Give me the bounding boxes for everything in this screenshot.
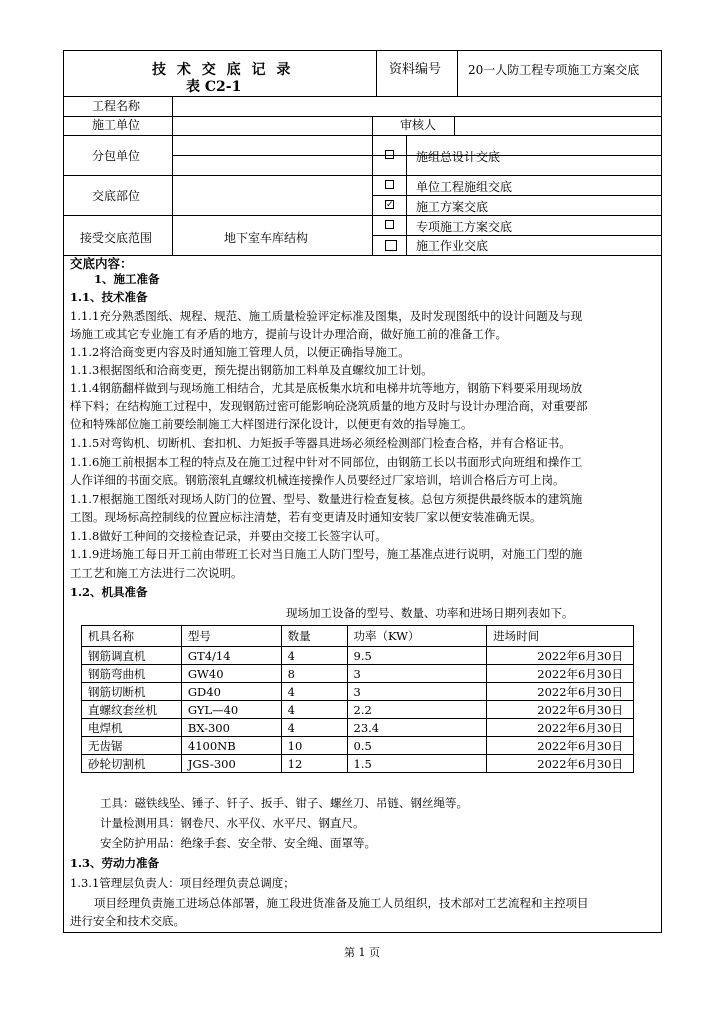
- paragraph-line: 1.1.6施工前根据本工程的特点及在施工过程中针对不同部位，由钢筋工长以书面形式向班组和操作工: [70, 455, 583, 469]
- table-row: [82, 665, 634, 683]
- table-cell: 直螺纹套丝机: [82, 701, 182, 719]
- paragraph-line: 1.3.1管理层负责人：项目经理负责总调度；: [70, 876, 295, 890]
- option-label: 施工方案交底: [416, 200, 489, 214]
- grid-line: [372, 235, 661, 236]
- table-header-row: [82, 626, 634, 647]
- option-checkbox[interactable]: [385, 180, 394, 189]
- option-checkbox[interactable]: [385, 240, 397, 251]
- contractor-label: 施工单位: [92, 118, 141, 132]
- table-cell: 2022年6月30日: [487, 737, 634, 755]
- reviewer-label: 审核人: [400, 118, 437, 132]
- table-cell: BX-300: [181, 719, 281, 737]
- table-row: [82, 755, 634, 773]
- paragraph-line: 计量检测用具：钢卷尺、水平仪、水平尺、钢直尺。: [100, 816, 365, 830]
- grid-line: [64, 96, 661, 97]
- paragraph-line: 场施工或其它专业施工有矛盾的地方，提前与设计办理洽商，做好施工前的准备工作。: [70, 327, 507, 341]
- table-cell: 8: [281, 665, 347, 683]
- table-cell: 钢筋弯曲机: [82, 665, 182, 683]
- option-checkbox[interactable]: [385, 220, 394, 229]
- table-cell: 4100NB: [181, 737, 281, 755]
- table-cell: 3: [347, 665, 487, 683]
- content-heading: 交底内容：: [70, 256, 133, 271]
- doc-no-value: 20一人防工程专项施工方案交底: [468, 63, 640, 77]
- paragraph-line: 1.1.9进场施工每日开工前由带班工长对当日施工人防门型号，施工基准点进行说明，对施工门型的施: [70, 547, 583, 561]
- equipment-table: [81, 625, 634, 773]
- paragraph-line: 1.1.3根据图纸和洽商变更，预先提出钢筋加工料单及直螺纹加工计划。: [70, 363, 433, 377]
- section-heading: 1.3、劳动力准备: [70, 856, 160, 870]
- table-cell: 2022年6月30日: [487, 719, 634, 737]
- table-header-cell: 功率（KW）: [347, 626, 487, 647]
- table-caption: 现场加工设备的型号、数量、功率和进场日期列表如下。: [286, 606, 574, 620]
- table-cell: JGS-300: [181, 755, 281, 773]
- table-cell: 10: [281, 737, 347, 755]
- paragraph-line: 项目经理负责施工进场总体部署，施工段进货准备及施工人员组织，技术部对工艺流程和主控项目: [94, 896, 589, 910]
- table-cell: 2022年6月30日: [487, 683, 634, 701]
- section-heading: 1.1、技术准备: [70, 290, 148, 304]
- grid-line: [64, 255, 661, 256]
- paragraph-line: 工具：磁铁线坠、锤子、钎子、扳手、钳子、螺丝刀、吊链、钢丝绳等。: [100, 796, 468, 810]
- table-row: [82, 683, 634, 701]
- project-name-label: 工程名称: [92, 99, 141, 113]
- grid-line: [64, 175, 661, 176]
- table-row: [82, 701, 634, 719]
- grid-line: [172, 116, 661, 117]
- grid-line: [372, 116, 373, 135]
- table-header-cell: 机具名称: [82, 626, 182, 647]
- table-row: [82, 737, 634, 755]
- table-cell: 2022年6月30日: [487, 701, 634, 719]
- grid-line: [64, 135, 661, 136]
- option-label: 专项施工方案交底: [416, 220, 513, 234]
- table-cell: 4: [281, 647, 347, 665]
- table-cell: 电焊机: [82, 719, 182, 737]
- table-cell: 4: [281, 719, 347, 737]
- scope-value: 地下室车库结构: [224, 231, 309, 245]
- paragraph-line: 1.1.7根据施工图纸对现场人防门的位置、型号、数量进行检查复核。总包方须提供最终版本的建筑施: [70, 492, 583, 506]
- section-heading: 1.2、机具准备: [70, 585, 148, 599]
- form-code: 表 C2-1: [186, 79, 242, 95]
- option-label: 单位工程施组交底: [416, 180, 513, 194]
- option-label: 施组总设计交底: [416, 150, 501, 164]
- paragraph-line: 1.1.4钢筋翻样做到与现场施工相结合，尤其是底板集水坑和电梯井坑等地方，钢筋下料要采用现场放: [70, 381, 583, 395]
- table-cell: GT4/14: [181, 647, 281, 665]
- table-cell: 钢筋调直机: [82, 647, 182, 665]
- table-row: [82, 647, 634, 665]
- table-cell: GD40: [181, 683, 281, 701]
- table-header-cell: 进场时间: [487, 626, 634, 647]
- option-checkbox[interactable]: [385, 150, 394, 159]
- grid-line: [372, 195, 661, 196]
- paragraph-line: 人作详细的书面交底。钢筋滚轧直螺纹机械连接操作人员要经过厂家培训，培训合格后方可上岗。: [70, 473, 565, 487]
- table-header-cell: 型号: [181, 626, 281, 647]
- table-cell: 砂轮切割机: [82, 755, 182, 773]
- paragraph-line: 安全防护用品：绝缘手套、安全带、安全绳、面罩等。: [100, 836, 376, 850]
- grid-line: [372, 135, 373, 255]
- paragraph-line: 工工艺和施工方法进行二次说明。: [70, 566, 243, 580]
- table-cell: 9.5: [347, 647, 487, 665]
- table-cell: 2.2: [347, 701, 487, 719]
- table-cell: 3: [347, 683, 487, 701]
- option-label: 施工作业交底: [416, 239, 489, 253]
- scope-label: 接受交底范围: [80, 231, 153, 245]
- paragraph-line: 1.1.8做好工种间的交接检查记录，并要由交接工长签字认可。: [70, 529, 387, 543]
- technical-disclosure-form: [63, 50, 662, 933]
- table-header-cell: 数量: [281, 626, 347, 647]
- grid-line: [64, 116, 172, 117]
- option-checkbox[interactable]: ✓: [386, 200, 394, 210]
- grid-line: [64, 215, 661, 216]
- form-title: 技 术 交 底 记 录: [152, 62, 294, 78]
- paragraph-line: 工图。现场标高控制线的位置应标注清楚，若有变更请及时通知安装厂家以便安装准确无误。: [70, 510, 542, 524]
- table-cell: 0.5: [347, 737, 487, 755]
- table-cell: 12: [281, 755, 347, 773]
- part-label: 交底部位: [92, 189, 141, 203]
- table-cell: GW40: [181, 665, 281, 683]
- table-cell: 4: [281, 701, 347, 719]
- paragraph-line: 进行安全和技术交底。: [70, 914, 185, 928]
- grid-line: [376, 51, 377, 96]
- table-cell: 无齿锯: [82, 737, 182, 755]
- table-cell: 2022年6月30日: [487, 647, 634, 665]
- doc-no-label: 资料编号: [389, 62, 442, 77]
- page-number: 第 1 页: [344, 946, 380, 959]
- table-row: [82, 719, 634, 737]
- grid-line: [457, 51, 458, 96]
- paragraph-line: 1.1.5对弯钩机、切断机、套扣机、力矩扳手等器具进场必须经检测部门检查合格，并有合格证书。: [70, 436, 571, 450]
- paragraph-line: 1.1.1充分熟悉图纸、规程、规范、施工质量检验评定标准及图集，及时发现图纸中的设计问题及与现: [70, 309, 583, 323]
- grid-line: [454, 116, 455, 135]
- grid-line: [406, 135, 407, 255]
- table-cell: GYL—40: [181, 701, 281, 719]
- grid-line: [172, 96, 173, 255]
- table-cell: 钢筋切断机: [82, 683, 182, 701]
- table-cell: 23.4: [347, 719, 487, 737]
- paragraph-line: 样下料；在结构施工过程中，发现钢筋过密可能影响砼浇筑质量的地方及时与设计办理洽商，对重要部: [70, 399, 588, 413]
- table-cell: 2022年6月30日: [487, 665, 634, 683]
- section-heading: 1、施工准备: [94, 272, 160, 286]
- table-cell: 2022年6月30日: [487, 755, 634, 773]
- table-cell: 1.5: [347, 755, 487, 773]
- paragraph-line: 1.1.2将洽商变更内容及时通知施工管理人员，以便正确指导施工。: [70, 345, 410, 359]
- table-cell: 4: [281, 683, 347, 701]
- paragraph-line: 位和特殊部位施工前要绘制施工大样图进行深化设计，以便更有效的指导施工。: [70, 417, 473, 431]
- subcontractor-label: 分包单位: [92, 149, 141, 163]
